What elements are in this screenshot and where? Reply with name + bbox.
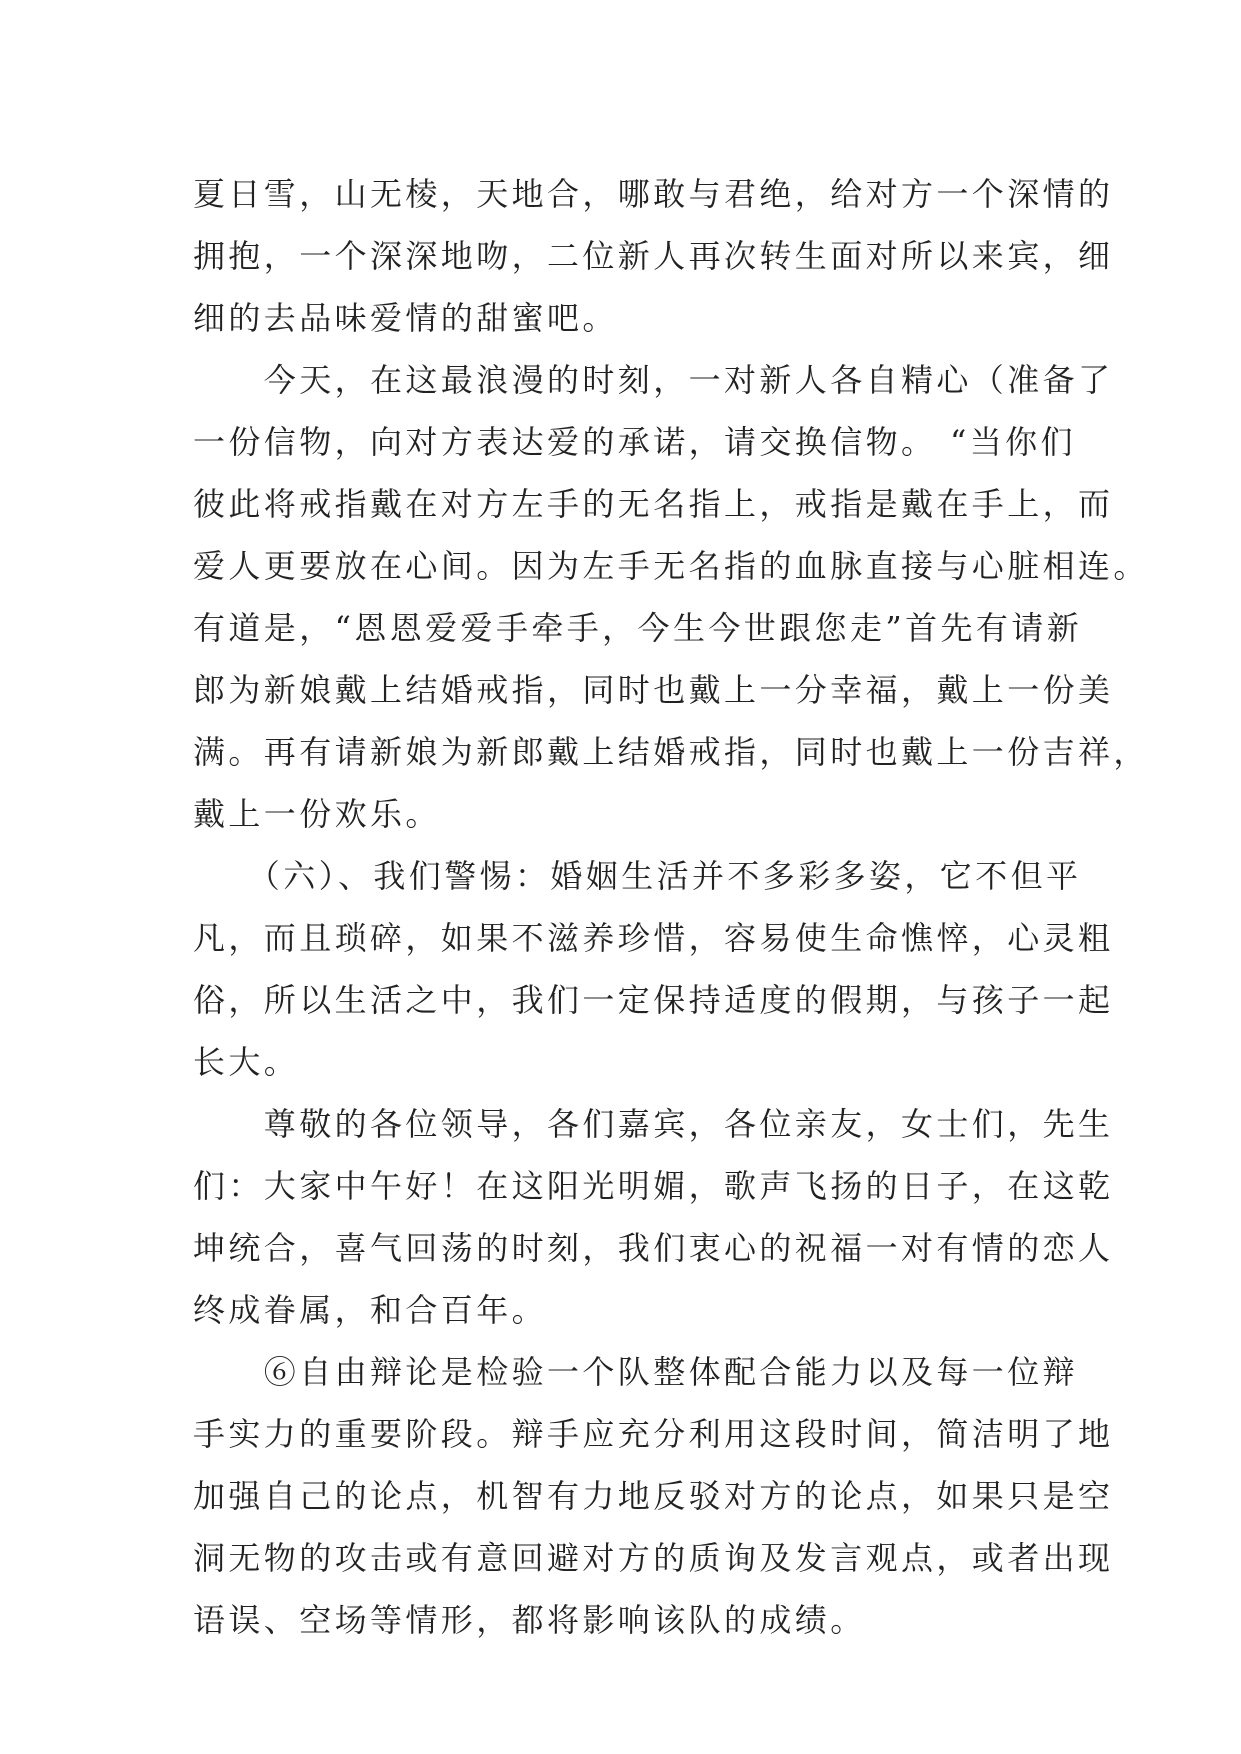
text-line: 洞无物的攻击或有意回避对方的质询及发言观点，或者出现	[193, 1539, 1114, 1577]
paragraph-4	[193, 1093, 1114, 1341]
text-line: 凡，而且琐碎，如果不滋养珍惜，容易使生命憔悴，心灵粗	[193, 919, 1114, 957]
text-line: 长大。	[193, 1043, 300, 1081]
text-line: 一份信物，向对方表达爱的承诺，请交换信物。 “当你们	[193, 423, 1076, 461]
text-line: （六）、我们警惕：婚姻生活并不多彩多姿，它不但平	[193, 857, 1082, 895]
text-line: 彼此将戒指戴在对方左手的无名指上，戒指是戴在手上，而	[193, 485, 1114, 523]
text-line: 细的去品味爱情的甜蜜吧。	[193, 299, 618, 337]
text-line: 郎为新娘戴上结婚戒指，同时也戴上一分幸福，戴上一份美	[193, 671, 1114, 709]
text-line: 坤统合，喜气回荡的时刻，我们衷心的祝福一对有情的恋人	[193, 1229, 1114, 1267]
text-line: 语误、空场等情形，都将影响该队的成绩。	[193, 1601, 866, 1639]
paragraph-2	[193, 349, 1149, 845]
text-line: 有道是，“恩恩爱爱手牵手，今生今世跟您走”首先有请新	[193, 609, 1083, 647]
text-line: 拥抱，一个深深地吻，二位新人再次转生面对所以来宾，细	[193, 237, 1114, 275]
text-line: 手实力的重要阶段。辩手应充分利用这段时间，简洁明了地	[193, 1415, 1114, 1453]
text-line: 今天，在这最浪漫的时刻，一对新人各自精心（准备了	[193, 361, 1114, 399]
paragraph-5	[193, 1341, 1114, 1651]
text-line: 满。再有请新娘为新郎戴上结婚戒指，同时也戴上一份吉祥，	[193, 733, 1149, 771]
text-line: 尊敬的各位领导，各们嘉宾，各位亲友，女士们，先生	[193, 1105, 1114, 1143]
text-line: 终成眷属，和合百年。	[193, 1291, 548, 1329]
text-line: 们：大家中午好！在这阳光明媚，歌声飞扬的日子，在这乾	[193, 1167, 1114, 1205]
text-line: 俗，所以生活之中，我们一定保持适度的假期，与孩子一起	[193, 981, 1114, 1019]
text-line: 夏日雪，山无棱，天地合，哪敢与君绝，给对方一个深情的	[193, 175, 1114, 213]
paragraph-1	[193, 163, 1114, 349]
document-body	[193, 163, 1149, 1651]
text-line: ⑥自由辩论是检验一个队整体配合能力以及每一位辩	[193, 1353, 1079, 1391]
paragraph-3	[193, 845, 1114, 1093]
text-line: 加强自己的论点，机智有力地反驳对方的论点，如果只是空	[193, 1477, 1114, 1515]
text-line: 戴上一份欢乐。	[193, 795, 441, 833]
text-line: 爱人更要放在心间。因为左手无名指的血脉直接与心脏相连。	[193, 547, 1149, 585]
